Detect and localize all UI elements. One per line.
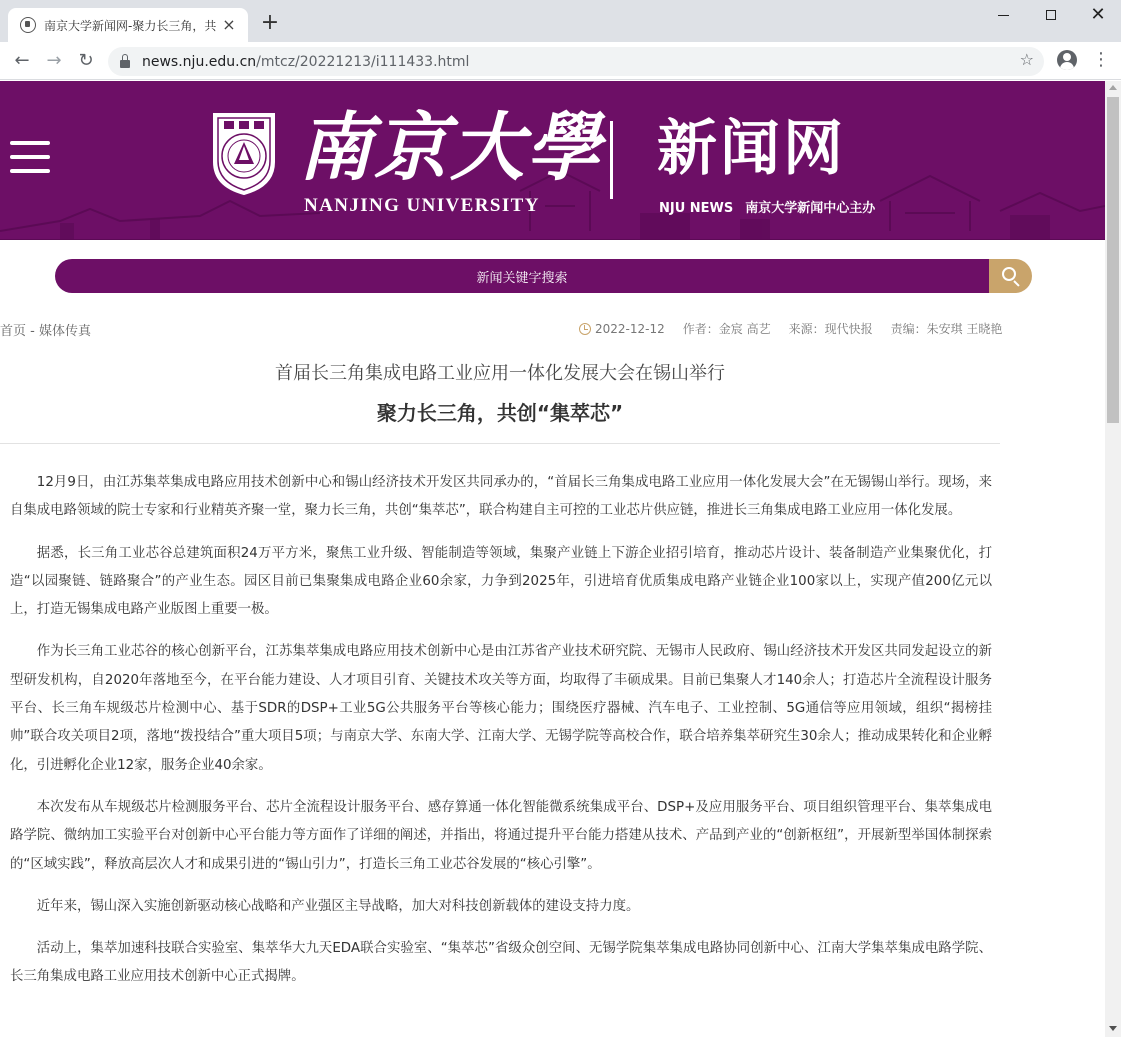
forward-button[interactable]: → xyxy=(46,50,62,71)
page-viewport xyxy=(0,81,1105,1037)
article-paragraph: 作为长三角工业芯谷的核心创新平台，江苏集萃集成电路应用技术创新中心是由江苏省产业技术研究院、无锡市人民政府、锡山经济技术开发区共同发起设立的新型研发机构，自2020年落地至今，在平台能力建设、人才项目引育、关键技术攻关等方面，均取得了丰硕成果。目前已集聚人才140余人；打造芯片全流程设计服务平台、长三角车规级芯片检测中心、基于SDR的DSP+工业5G公共服务平台等核心能力；围绕医疗器械、汽车电子、工业控制、5G通信等应用领域，组织“揭榜挂帅”联合攻关项目2项，落地“拨投结合”重大项目5项；与南京大学、东南大学、江南大学、无锡学院等高校合作，联合培养集萃研究生30余人；推动成果转化和企业孵化，引进孵化企业12家，服务企业40余家。 xyxy=(10,644,992,773)
tab-close-icon[interactable]: × xyxy=(222,15,236,34)
article-paragraph: 12月9日，由江苏集萃集成电路应用技术创新中心和锡山经济技术开发区共同承办的，“首届长三角集成电路工业应用一体化发展大会”在无锡锡山举行。现场，来自集成电路领域的院士专家和行业精英齐聚一堂，聚力长三角，共创“集萃芯”，联合构建自主可控的工业芯片供应链，推进长三角集成电路工业应用一体化发展。 xyxy=(10,475,992,519)
tab-title: 南京大学新闻网-聚力长三角，共 xyxy=(44,18,217,33)
article-title: 聚力长三角，共创“集萃芯” xyxy=(376,401,624,425)
scrollbar-thumb[interactable] xyxy=(1107,97,1119,423)
article-body xyxy=(10,469,992,1006)
new-tab-button[interactable]: + xyxy=(260,10,280,35)
breadcrumb-separator: - xyxy=(26,324,39,339)
article-editor: 责编：朱安琪 王晓艳 xyxy=(890,322,1003,336)
article-author: 作者：金宸 高艺 xyxy=(682,322,771,336)
news-search-input[interactable] xyxy=(55,259,989,293)
back-button[interactable]: ← xyxy=(14,50,30,71)
address-bar[interactable] xyxy=(108,47,1044,76)
reload-button[interactable]: ↻ xyxy=(78,50,94,71)
scroll-down-arrow-icon[interactable] xyxy=(1109,1026,1117,1031)
clock-icon xyxy=(579,323,591,335)
article-paragraph: 近年来，锡山深入实施创新驱动核心战略和产业强区主导战略，加大对科技创新载体的建设支持力度。 xyxy=(36,898,640,914)
article-source: 来源：现代快报 xyxy=(788,322,873,336)
search-button[interactable] xyxy=(989,259,1032,293)
url-text xyxy=(142,54,469,70)
breadcrumb-home-link[interactable]: 首页 xyxy=(0,324,27,339)
nju-favicon-icon xyxy=(20,17,36,33)
title-divider xyxy=(0,443,1000,444)
nju-crest-logo xyxy=(210,110,278,196)
lock-icon xyxy=(120,60,130,68)
minimize-icon xyxy=(998,15,1009,16)
article-paragraph: 据悉，长三角工业芯谷总建筑面积24万平方米，聚焦工业升级、智能制造等领域，集聚产业链上下游企业招引培育，推动芯片设计、装备制造产业集聚优化，打造“以园聚链、链路聚合”的产业生态。园区目前已集聚集成电路企业60余家，力争到2025年，引进培育优质集成电路产业链企业100家以上，实现产值200亿元以上，打造无锡集成电路产业版图上重要一极。 xyxy=(10,545,992,618)
article-subtitle: 首届长三角集成电路工业应用一体化发展大会在锡山举行 xyxy=(275,363,725,384)
site-en: NJU NEWS xyxy=(659,201,734,216)
article-paragraph: 活动上，集萃加速科技联合实验室、集萃华大九天EDA联合实验室、“集萃芯”省级众创空间、无锡学院集萃集成电路协同创新中心、江南大学集萃集成电路学院、长三角集成电路工业应用技术创新中心正式揭牌。 xyxy=(10,941,992,985)
maximize-icon xyxy=(1046,10,1056,20)
breadcrumb-section-link[interactable]: 媒体传真 xyxy=(38,324,91,339)
browser-tab-active[interactable] xyxy=(8,8,248,42)
close-icon: ✕ xyxy=(1090,4,1106,25)
site-host: 南京大学新闻中心主办 xyxy=(745,201,876,216)
profile-avatar-icon[interactable] xyxy=(1057,50,1077,70)
logo-divider xyxy=(610,121,613,199)
scroll-up-arrow-icon[interactable] xyxy=(1109,85,1117,90)
nju-logo-english: NANJING UNIVERSITY xyxy=(304,195,540,216)
article-date: 2022-12-12 xyxy=(595,321,665,336)
window-maximize-button[interactable] xyxy=(1028,0,1074,30)
site-name: 新闻网 xyxy=(657,114,846,184)
article-meta xyxy=(579,320,1002,337)
hamburger-menu-icon[interactable] xyxy=(10,141,50,173)
nju-logo-chinese: 南京大學 xyxy=(298,105,602,191)
site-banner xyxy=(0,81,1105,240)
page-scrollbar[interactable] xyxy=(1105,81,1121,1037)
window-close-button[interactable] xyxy=(1075,0,1121,30)
search-icon xyxy=(1002,267,1016,281)
browser-toolbar xyxy=(0,42,1121,80)
url-path: /mtcz/20221213/i111433.html xyxy=(256,53,470,70)
search-placeholder: 新闻关键字搜索 xyxy=(476,270,568,286)
breadcrumb xyxy=(0,320,91,339)
browser-tab-strip xyxy=(0,0,1121,42)
bookmark-star-icon[interactable]: ☆ xyxy=(1019,50,1034,69)
site-subtitle xyxy=(659,197,875,216)
search-icon-handle xyxy=(1013,280,1019,286)
article-paragraph: 本次发布从车规级芯片检测服务平台、芯片全流程设计服务平台、感存算通一体化智能微系统集成平台、DSP+及应用服务平台、项目组织管理平台、集萃集成电路学院、微纳加工实验平台对创新中心平台能力等方面作了详细的阐述，并指出，将通过提升平台能力搭建从技术、产品到产业的“创新枢纽”，开展新型举国体制探索的“区域实践”，释放高层次人才和成果引进的“锡山引力”，打造长三角工业芯谷发展的“核心引擎”。 xyxy=(10,799,992,872)
url-host: news.nju.edu.cn xyxy=(142,53,257,70)
window-minimize-button[interactable] xyxy=(980,0,1026,30)
browser-menu-icon[interactable]: ⋮ xyxy=(1092,49,1110,70)
